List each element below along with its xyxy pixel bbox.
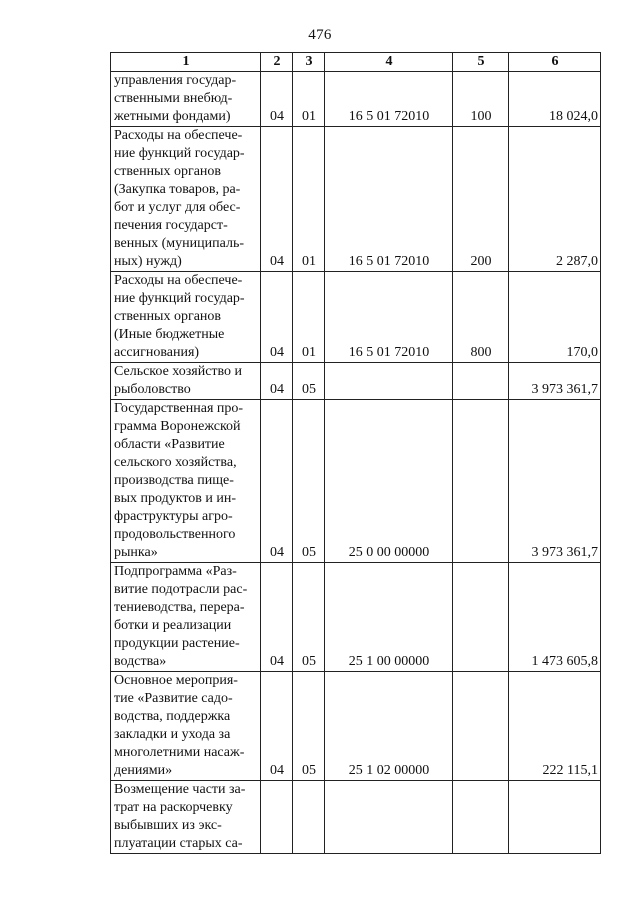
row-expense-type: 100 [453,72,509,127]
row-target-code [325,781,453,854]
row-section: 04 [261,672,293,781]
row-target-code: 25 1 00 00000 [325,563,453,672]
row-subsection: 05 [293,363,325,400]
row-section [261,781,293,854]
row-expense-type [453,672,509,781]
budget-table [110,52,601,854]
row-target-code: 25 0 00 00000 [325,400,453,563]
header-col-3: 3 [293,53,325,72]
row-amount: 170,0 [509,272,601,363]
table-header-row [111,53,601,72]
table-row [111,72,601,127]
row-name: Государственная про- грамма Воронежской области «Развитие сельского хозяйства, производства пище- вых продуктов и ин- фраструктуры агро- продовольственного рынка» [111,400,261,563]
row-amount: 222 115,1 [509,672,601,781]
header-col-2: 2 [261,53,293,72]
header-col-1: 1 [111,53,261,72]
row-target-code: 25 1 02 00000 [325,672,453,781]
row-amount [509,781,601,854]
row-expense-type [453,363,509,400]
table-row [111,272,601,363]
row-name: Расходы на обеспече- ние функций государ- ственных органов (Закупка товаров, ра- бот и услуг для обес- печения государст- венных (муниципаль- ных) нужд) [111,127,261,272]
header-col-6: 6 [509,53,601,72]
row-expense-type [453,400,509,563]
row-section: 04 [261,400,293,563]
row-target-code: 16 5 01 72010 [325,127,453,272]
table-row [111,400,601,563]
row-section: 04 [261,127,293,272]
row-expense-type [453,781,509,854]
row-name: управления государ- ственными внебюд- жетными фондами) [111,72,261,127]
row-expense-type [453,563,509,672]
row-subsection [293,781,325,854]
row-target-code: 16 5 01 72010 [325,272,453,363]
row-name: Основное мероприя- тие «Развитие садо- водства, поддержка закладки и ухода за многолетними насаж- дениями» [111,672,261,781]
page-number: 476 [308,27,332,43]
row-target-code [325,363,453,400]
row-section: 04 [261,72,293,127]
row-target-code: 16 5 01 72010 [325,72,453,127]
row-name: Подпрограмма «Раз- витие подотрасли рас- тениеводства, перера- ботки и реализации продукции растение- водства» [111,563,261,672]
row-subsection: 01 [293,272,325,363]
row-subsection: 05 [293,672,325,781]
row-subsection: 01 [293,127,325,272]
row-subsection: 05 [293,563,325,672]
header-col-5: 5 [453,53,509,72]
row-amount: 3 973 361,7 [509,400,601,563]
row-amount: 2 287,0 [509,127,601,272]
row-section: 04 [261,272,293,363]
row-section: 04 [261,563,293,672]
row-expense-type: 200 [453,127,509,272]
header-col-4: 4 [325,53,453,72]
row-amount: 1 473 605,8 [509,563,601,672]
row-subsection: 01 [293,72,325,127]
row-name: Сельское хозяйство и рыболовство [111,363,261,400]
row-section: 04 [261,363,293,400]
table-row [111,672,601,781]
row-name: Расходы на обеспече- ние функций государ- ственных органов (Иные бюджетные ассигнования) [111,272,261,363]
row-name: Возмещение части за- трат на раскорчевку выбывших из экс- плуатации старых са- [111,781,261,854]
table-row [111,363,601,400]
row-expense-type: 800 [453,272,509,363]
table-row [111,563,601,672]
table-row [111,781,601,854]
row-amount: 3 973 361,7 [509,363,601,400]
table-row [111,127,601,272]
row-amount: 18 024,0 [509,72,601,127]
row-subsection: 05 [293,400,325,563]
